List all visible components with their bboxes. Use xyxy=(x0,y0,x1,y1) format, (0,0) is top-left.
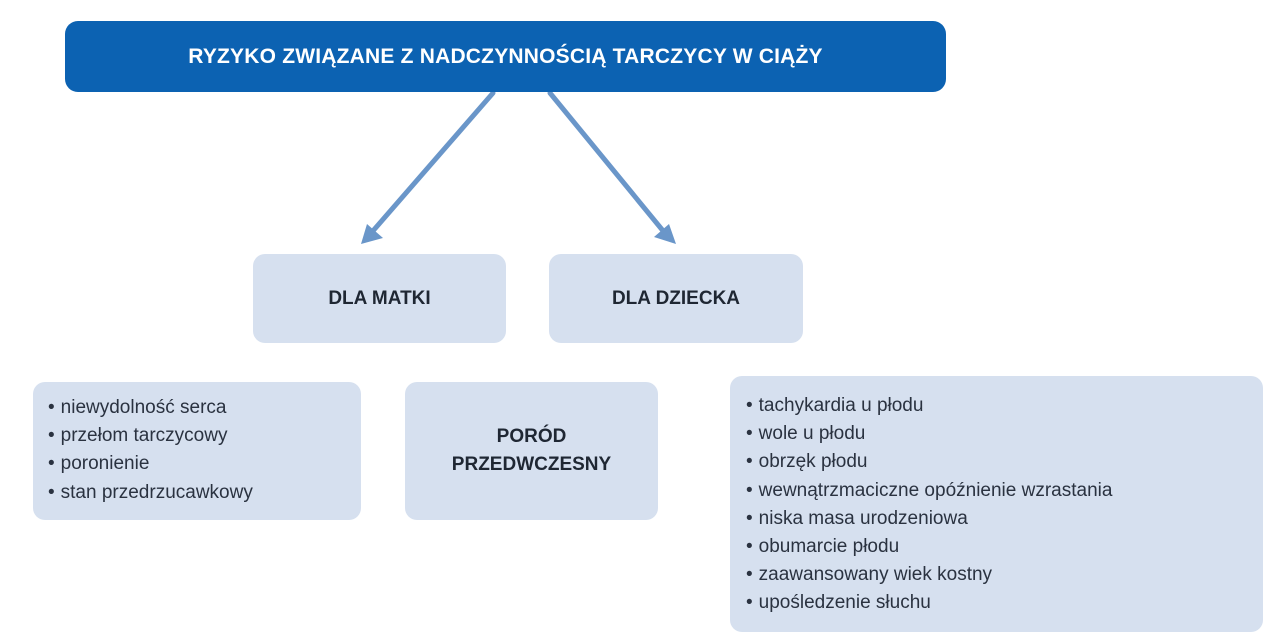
arrow-to-child xyxy=(550,93,664,232)
bullet-icon: • xyxy=(746,564,753,586)
bullet-icon: • xyxy=(746,507,753,529)
list-item: • obumarcie płodu xyxy=(746,533,1263,561)
child-risks-list xyxy=(746,392,1263,618)
bullet-icon: • xyxy=(746,479,753,501)
mother-risks-list xyxy=(48,394,361,507)
list-item: • wole u płodu xyxy=(746,420,1263,448)
list-item: • tachykardia u płodu xyxy=(746,392,1263,420)
preterm-birth-label: PORÓD PRZEDWCZESNY xyxy=(451,426,612,475)
bullet-icon: • xyxy=(48,397,55,418)
child-branch-label: DLA DZIECKA xyxy=(611,287,741,309)
mother-risks-box xyxy=(33,382,361,520)
mother-branch-box xyxy=(253,254,506,343)
list-item: • obrzęk płodu xyxy=(746,448,1263,476)
list-item: • stan przedrzucawkowy xyxy=(48,479,361,507)
list-item: • upośledzenie słuchu xyxy=(746,589,1263,617)
bullet-icon: • xyxy=(48,481,55,503)
list-item: • wewnątrzmaciczne opóźnienie wzrastania xyxy=(746,477,1263,505)
list-item: • niska masa urodzeniowa xyxy=(746,505,1263,533)
arrow-to-mother xyxy=(372,93,493,232)
list-item: • zaawansowany wiek kostny xyxy=(746,561,1263,589)
bullet-icon: • xyxy=(746,423,753,445)
bullet-icon: • xyxy=(48,425,55,447)
mother-branch-label: DLA MATKI xyxy=(328,287,431,309)
list-item: • przełom tarczycowy xyxy=(48,422,361,450)
diagram-title-box xyxy=(65,21,946,92)
bullet-icon: • xyxy=(746,536,753,558)
bullet-icon: • xyxy=(746,451,753,473)
child-risks-box xyxy=(730,376,1263,632)
arrow-head-mother xyxy=(361,224,383,244)
bullet-icon: • xyxy=(746,592,753,614)
child-branch-box xyxy=(549,254,803,343)
bullet-icon: • xyxy=(48,453,55,475)
preterm-birth-box xyxy=(405,382,658,520)
list-item: • niewydolność serca xyxy=(48,394,361,422)
diagram-title: RYZYKO ZWIĄZANE Z NADCZYNNOŚCIĄ TARCZYCY W CIĄŻY xyxy=(188,44,823,68)
list-item: • poronienie xyxy=(48,450,361,478)
bullet-icon: • xyxy=(746,395,753,416)
